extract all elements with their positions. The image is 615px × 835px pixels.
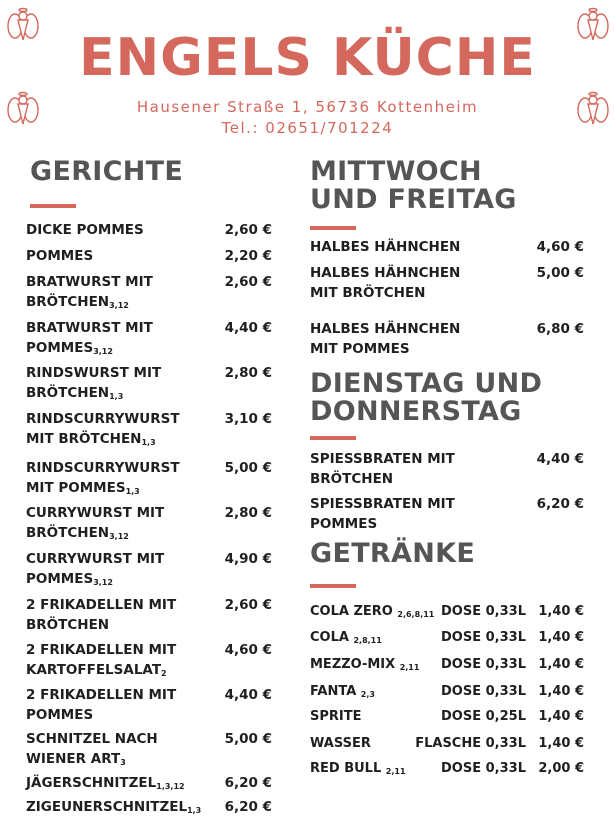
drink-label: MEZZO-MIX: [310, 657, 396, 672]
address: Hausener Straße 1, 56736 Kottenheim: [136, 98, 479, 116]
menu-item: [26, 729, 226, 773]
drink-label: COLA: [310, 630, 349, 645]
item-name: POMMES: [26, 248, 94, 264]
item-price: 4,40 €: [224, 320, 272, 336]
menu-item: [26, 797, 226, 821]
item-name-line: [310, 469, 510, 489]
allergen-note: 1,3,12: [156, 782, 185, 791]
item-name: HALBES HÄHNCHEN: [310, 239, 461, 255]
menu-item: [26, 503, 226, 547]
item-price: 2,80 €: [224, 505, 272, 521]
section-divider: [30, 204, 76, 208]
item-name-line: [310, 514, 510, 534]
item-name-line: [26, 749, 226, 773]
item-price: 4,60 €: [224, 642, 272, 658]
item-name-line: [26, 797, 226, 821]
allergen-note: 1,3: [141, 438, 156, 447]
item-name-line: [26, 220, 226, 240]
drink-price: 1,40 €: [538, 709, 584, 724]
allergen-note: 3,12: [109, 532, 129, 541]
phone: Tel.: 02651/701224: [221, 119, 394, 137]
item-price: 4,40 €: [224, 687, 272, 703]
item-name-line: [310, 237, 510, 257]
item-name: 2 FRIKADELLEN MIT: [26, 642, 177, 658]
item-name: RINDSCURRYWURST: [26, 411, 180, 427]
item-name: POMMES: [26, 340, 94, 356]
menu-item: [310, 494, 510, 534]
allergen-note: 2,11: [399, 663, 420, 672]
menu-item: [26, 272, 226, 316]
menu-item: [310, 449, 510, 489]
section-title-line: MITTWOCH: [310, 156, 482, 187]
item-name: POMMES: [310, 516, 378, 532]
section-title-dienstag: [310, 370, 542, 426]
drink-label: RED BULL: [310, 761, 382, 776]
drink-price: 1,40 €: [538, 604, 584, 619]
drink-size: FLASCHE 0,33L: [415, 736, 526, 751]
menu-item: [26, 640, 226, 684]
item-name-line: [26, 272, 226, 292]
item-name-line: [26, 429, 226, 453]
section-divider: [310, 584, 356, 588]
allergen-note: 1,3: [187, 806, 202, 815]
item-price: 6,20 €: [536, 496, 584, 512]
drink-label: SPRITE: [310, 709, 362, 724]
item-name-line: [26, 458, 226, 478]
item-name: WIENER ART: [26, 751, 121, 767]
drink-size: DOSE 0,25L: [441, 709, 526, 724]
section-divider: [310, 436, 356, 440]
item-name: MIT POMMES: [310, 341, 410, 357]
item-name-line: [26, 318, 226, 338]
menu-item: [310, 263, 510, 303]
item-name: BRÖTCHEN: [310, 471, 394, 487]
allergen-note: 1,3: [109, 392, 124, 401]
menu-item: [26, 458, 226, 502]
allergen-note: 2,8,11: [353, 636, 382, 645]
item-name: BRÖTCHEN: [26, 617, 110, 633]
drink-name: [310, 629, 382, 650]
item-name: BRATWURST MIT: [26, 320, 153, 336]
item-name: JÄGERSCHNITZEL: [26, 775, 157, 791]
menu-item: [26, 246, 226, 266]
section-title-mittwoch: [310, 158, 517, 214]
section-title-line: DIENSTAG UND: [310, 368, 543, 399]
item-name: ZIGEUNERSCHNITZEL: [26, 799, 188, 815]
section-title-gerichte: GERICHTE: [30, 156, 184, 187]
drink-size: DOSE 0,33L: [441, 684, 526, 699]
item-price: 2,60 €: [224, 274, 272, 290]
item-price: 4,40 €: [536, 451, 584, 467]
item-name-line: [26, 640, 226, 660]
item-name: KARTOFFELSALAT: [26, 662, 162, 678]
item-name: MIT BRÖTCHEN: [26, 431, 142, 447]
item-name: BRATWURST MIT: [26, 274, 153, 290]
item-name-line: [310, 319, 510, 339]
menu-item: [26, 773, 226, 797]
item-name: BRÖTCHEN: [26, 294, 110, 310]
item-price: 2,80 €: [224, 365, 272, 381]
menu-item: [26, 549, 226, 593]
allergen-note: 2,11: [385, 767, 406, 776]
item-name-line: [26, 773, 226, 797]
section-title-line: DONNERSTAG: [310, 396, 522, 427]
item-name-line: [310, 263, 510, 283]
item-name-line: [310, 283, 510, 303]
item-price: 6,80 €: [536, 321, 584, 337]
drink-size: DOSE 0,33L: [441, 604, 526, 619]
allergen-note: 3: [120, 758, 126, 767]
section-divider: [310, 226, 356, 230]
item-name: RINDSWURST MIT: [26, 365, 162, 381]
item-name-line: [26, 660, 226, 684]
item-name-line: [310, 449, 510, 469]
item-name-line: [26, 705, 226, 725]
item-name: 2 FRIKADELLEN MIT: [26, 597, 177, 613]
item-price: 6,20 €: [224, 775, 272, 791]
item-name-line: [26, 503, 226, 523]
item-name: POMMES: [26, 571, 94, 587]
menu-item: [26, 685, 226, 725]
item-name: SPIESSBRATEN MIT: [310, 496, 455, 512]
menu-item: [26, 595, 226, 635]
drink-label: FANTA: [310, 684, 357, 699]
allergen-note: 2,3: [360, 690, 375, 699]
item-name-line: [26, 523, 226, 547]
item-name-line: [26, 292, 226, 316]
item-name-line: [26, 246, 226, 266]
item-name-line: [310, 339, 510, 359]
drink-price: 1,40 €: [538, 736, 584, 751]
item-name: BRÖTCHEN: [26, 385, 110, 401]
drink-label: WASSER: [310, 736, 371, 751]
menu-item: [26, 409, 226, 453]
item-name-line: [310, 494, 510, 514]
menu-item: [26, 220, 226, 240]
drink-name: [310, 760, 406, 781]
item-name: CURRYWURST MIT: [26, 505, 165, 521]
drink-price: 1,40 €: [538, 684, 584, 699]
drink-label: COLA ZERO: [310, 604, 393, 619]
item-price: 5,00 €: [224, 460, 272, 476]
item-price: 4,60 €: [536, 239, 584, 255]
item-name: MIT BRÖTCHEN: [310, 285, 426, 301]
menu-item: [310, 237, 510, 257]
menu-item: [310, 319, 510, 359]
drink-price: 1,40 €: [538, 657, 584, 672]
item-price: 2,20 €: [224, 248, 272, 264]
item-name-line: [26, 478, 226, 502]
section-title-line: UND FREITAG: [310, 184, 517, 215]
item-price: 6,20 €: [224, 799, 272, 815]
allergen-note: 3,12: [93, 347, 113, 356]
item-name: DICKE POMMES: [26, 222, 144, 238]
item-name: MIT POMMES: [26, 480, 126, 496]
item-price: 4,90 €: [224, 551, 272, 567]
allergen-note: 2: [161, 669, 167, 678]
item-name-line: [26, 569, 226, 593]
menu-item: [26, 363, 226, 407]
item-name: SPIESSBRATEN MIT: [310, 451, 455, 467]
allergen-note: 3,12: [93, 578, 113, 587]
drink-size: DOSE 0,33L: [441, 630, 526, 645]
item-name-line: [26, 729, 226, 749]
item-name-line: [26, 409, 226, 429]
item-price: 2,60 €: [224, 222, 272, 238]
drink-price: 1,40 €: [538, 630, 584, 645]
item-name: HALBES HÄHNCHEN: [310, 321, 461, 337]
drink-name: [310, 683, 375, 704]
item-name: SCHNITZEL NACH: [26, 731, 158, 747]
item-price: 3,10 €: [224, 411, 272, 427]
item-name: BRÖTCHEN: [26, 525, 110, 541]
allergen-note: 1,3: [125, 487, 140, 496]
drink-name: [310, 708, 362, 726]
allergen-note: 3,12: [109, 301, 129, 310]
item-name-line: [26, 615, 226, 635]
item-price: 5,00 €: [224, 731, 272, 747]
section-title-getraenke: GETRÄNKE: [310, 538, 476, 569]
drink-price: 2,00 €: [538, 761, 584, 776]
item-name-line: [26, 383, 226, 407]
drink-name: [310, 735, 371, 753]
item-name: POMMES: [26, 707, 94, 723]
item-name: RINDSCURRYWURST: [26, 460, 180, 476]
item-name: CURRYWURST MIT: [26, 551, 165, 567]
item-name: HALBES HÄHNCHEN: [310, 265, 461, 281]
item-name-line: [26, 685, 226, 705]
item-name-line: [26, 338, 226, 362]
item-name-line: [26, 595, 226, 615]
menu-item: [26, 318, 226, 362]
item-name-line: [26, 363, 226, 383]
item-price: 5,00 €: [536, 265, 584, 281]
item-name: 2 FRIKADELLEN MIT: [26, 687, 177, 703]
page-title: ENGELS KÜCHE: [79, 28, 536, 88]
drink-size: DOSE 0,33L: [441, 657, 526, 672]
drink-size: DOSE 0,33L: [441, 761, 526, 776]
item-name-line: [26, 549, 226, 569]
allergen-note: 2,6,8,11: [397, 610, 435, 619]
item-price: 2,60 €: [224, 597, 272, 613]
